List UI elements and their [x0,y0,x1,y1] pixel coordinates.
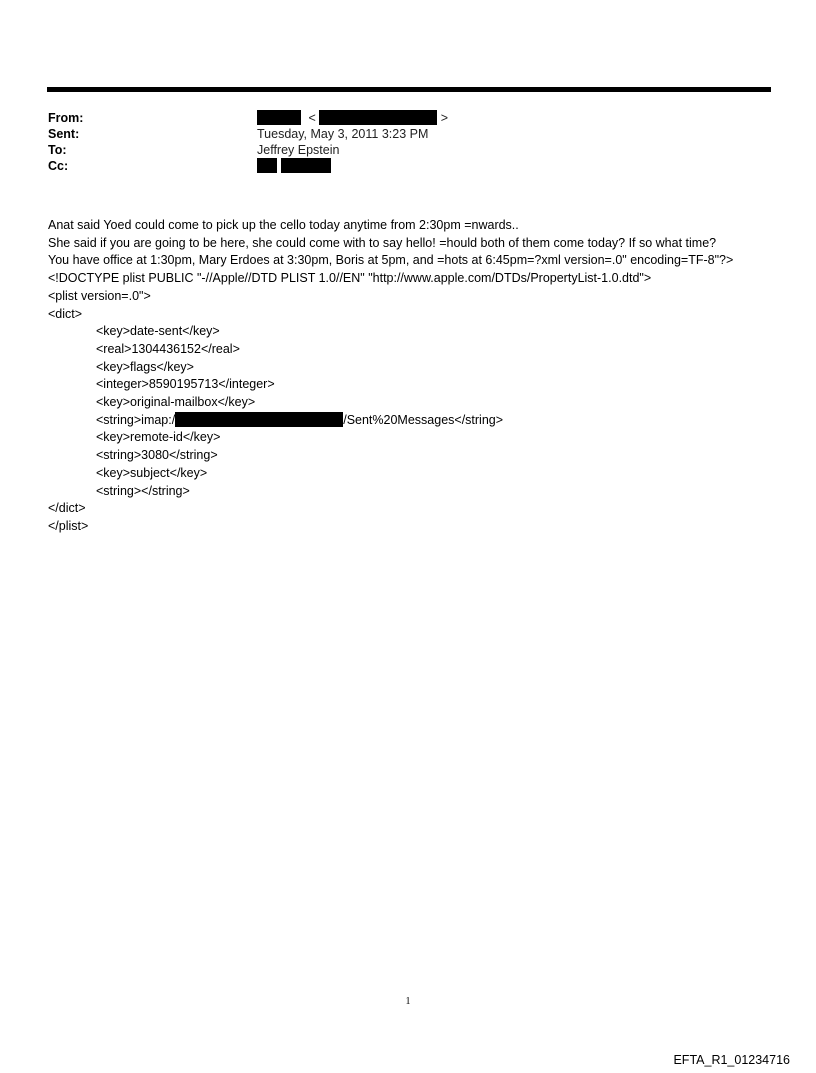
page-number: 1 [405,996,411,1007]
plist-line: <key>subject</key> [96,465,208,480]
redaction-box [175,412,343,427]
body-paragraph: You have office at 1:30pm, Mary Erdoes at 3:30pm, Boris at 5pm, and =hots at 6:45pm=?xml version=.0" encoding=TF-8"?> <!DOCTYPE plist PUBLIC "-//Apple//DTD PLIST 1.0//EN" "http://www.apple.com/DTDs/PropertyList-1.0.dtd"> [48,253,734,286]
plist-line: <key>remote-id</key> [96,430,221,445]
from-label: From: [48,111,84,125]
plist-line: <key>date-sent</key> [96,324,220,339]
redaction-box [319,110,437,125]
mailbox-prefix: <string>imap:/ [96,412,176,427]
from-close-bracket: > [440,111,449,125]
redaction-box [281,158,331,173]
email-body [48,217,773,536]
redaction-box [257,110,301,125]
plist-line: <key>original-mailbox</key> [96,395,256,410]
dict-open: <dict> [48,306,83,321]
bates-number: EFTA_R1_01234716 [673,1053,790,1067]
redaction-box [257,158,277,173]
plist-line: <string>3080</string> [96,448,218,463]
from-open-bracket: < [308,111,316,125]
plist-line: <key>flags</key> [96,359,194,374]
plist-open: <plist version=.0"> [48,288,151,303]
body-paragraph: Anat said Yoed could come to pick up the cello today anytime from 2:30pm =nwards.. [48,218,519,232]
plist-line: <integer>8590195713</integer> [96,377,275,392]
plist-line: <string></string> [96,483,190,498]
sent-value: Tuesday, May 3, 2011 3:23 PM [257,127,429,141]
body-paragraph: She said if you are going to be here, she could come with to say hello! =hould both of them come today? If so what time? [48,235,717,250]
sent-label: Sent: [48,127,80,141]
cc-value [257,158,331,174]
cc-label: Cc: [48,159,69,173]
header-rule [47,87,771,92]
dict-close: </dict> [48,501,86,516]
plist-close: </plist> [48,518,89,533]
to-value: Jeffrey Epstein [257,143,340,157]
from-value [257,110,448,126]
mailbox-suffix: /Sent%20Messages</string> [343,412,504,427]
plist-line: <real>1304436152</real> [96,341,240,356]
plist-line-mailbox [48,412,773,430]
to-label: To: [48,143,67,157]
